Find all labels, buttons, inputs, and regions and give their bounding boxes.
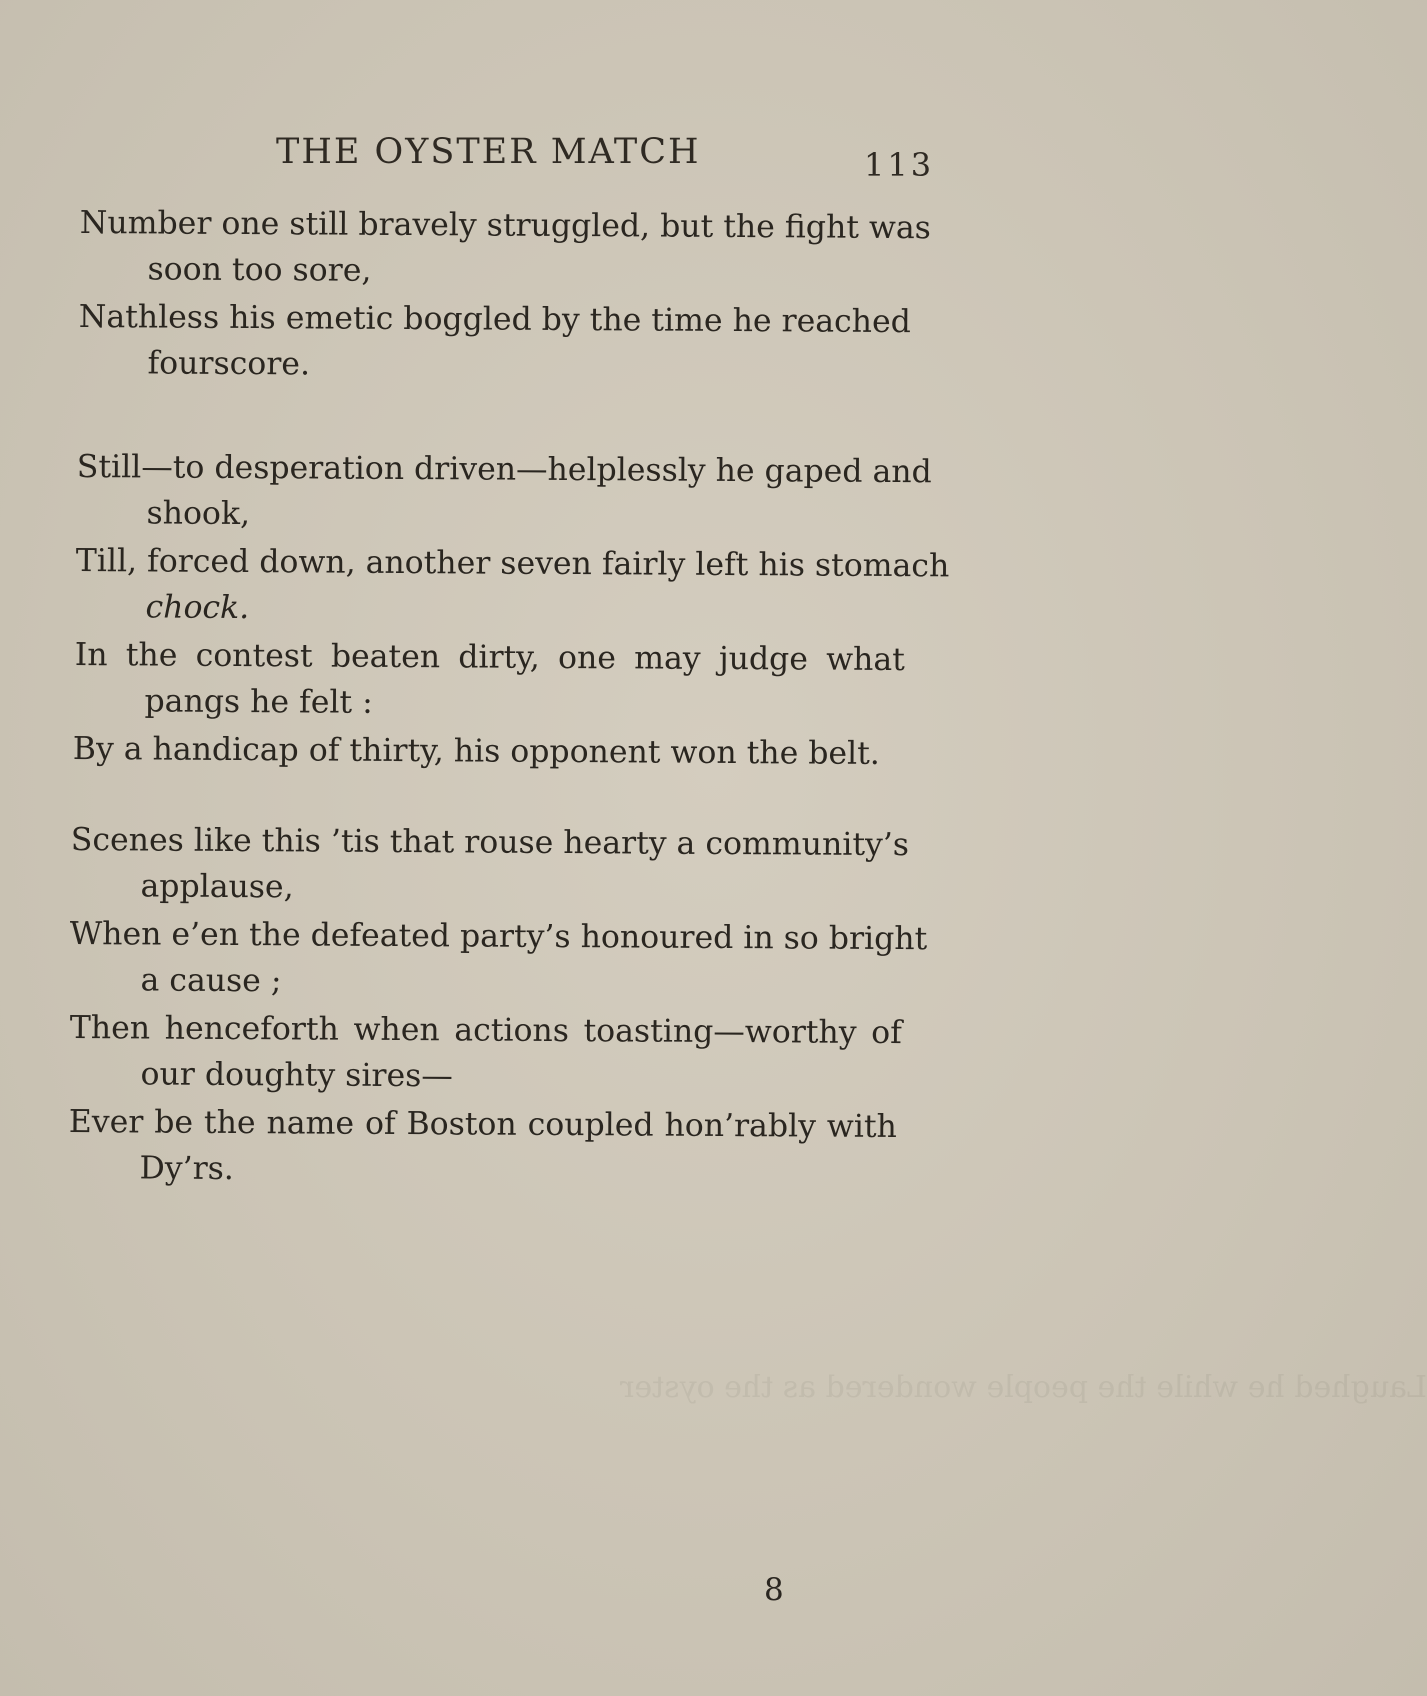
- verse-line: Scenes like this ’tis that rouse hearty a community’s applause,: [70, 821, 910, 906]
- verse-line: By a handicap of thirty, his opponent won the belt.: [72, 730, 880, 772]
- verse-line: When e’en the defeated party’s honoured in so bright a cause ;: [69, 915, 928, 1000]
- page-number: 113: [864, 146, 935, 184]
- verse-line: Then henceforth when actions toasting—worthy of our doughty sires—: [69, 1009, 902, 1095]
- verse-line: Still—to desperation driven—helplessly he gaped and shook,: [76, 448, 932, 533]
- running-title: THE OYSTER MATCH: [276, 132, 701, 172]
- verse-line: Till, forced down, another seven fairly left his stomach chock.: [75, 542, 950, 627]
- signature-mark: 8: [764, 1572, 784, 1608]
- stanza-3: [0, 817, 1114, 1191]
- stanza-1: [0, 200, 1114, 386]
- verse-line: Number one still bravely struggled, but the fight was soon too sore,: [79, 204, 932, 289]
- verse-line: In the contest beaten dirty, one may judge what pangs he felt :: [74, 636, 905, 721]
- bleed-through-text: Laughed he while the people wondered as the oyster: [620, 1370, 1427, 1405]
- verse-line: Ever be the name of Boston coupled hon’rably with Dy’rs.: [68, 1103, 897, 1188]
- verse-line: Nathless his emetic boggled by the time he reached fourscore.: [78, 298, 911, 383]
- stanza-2: [0, 444, 1114, 772]
